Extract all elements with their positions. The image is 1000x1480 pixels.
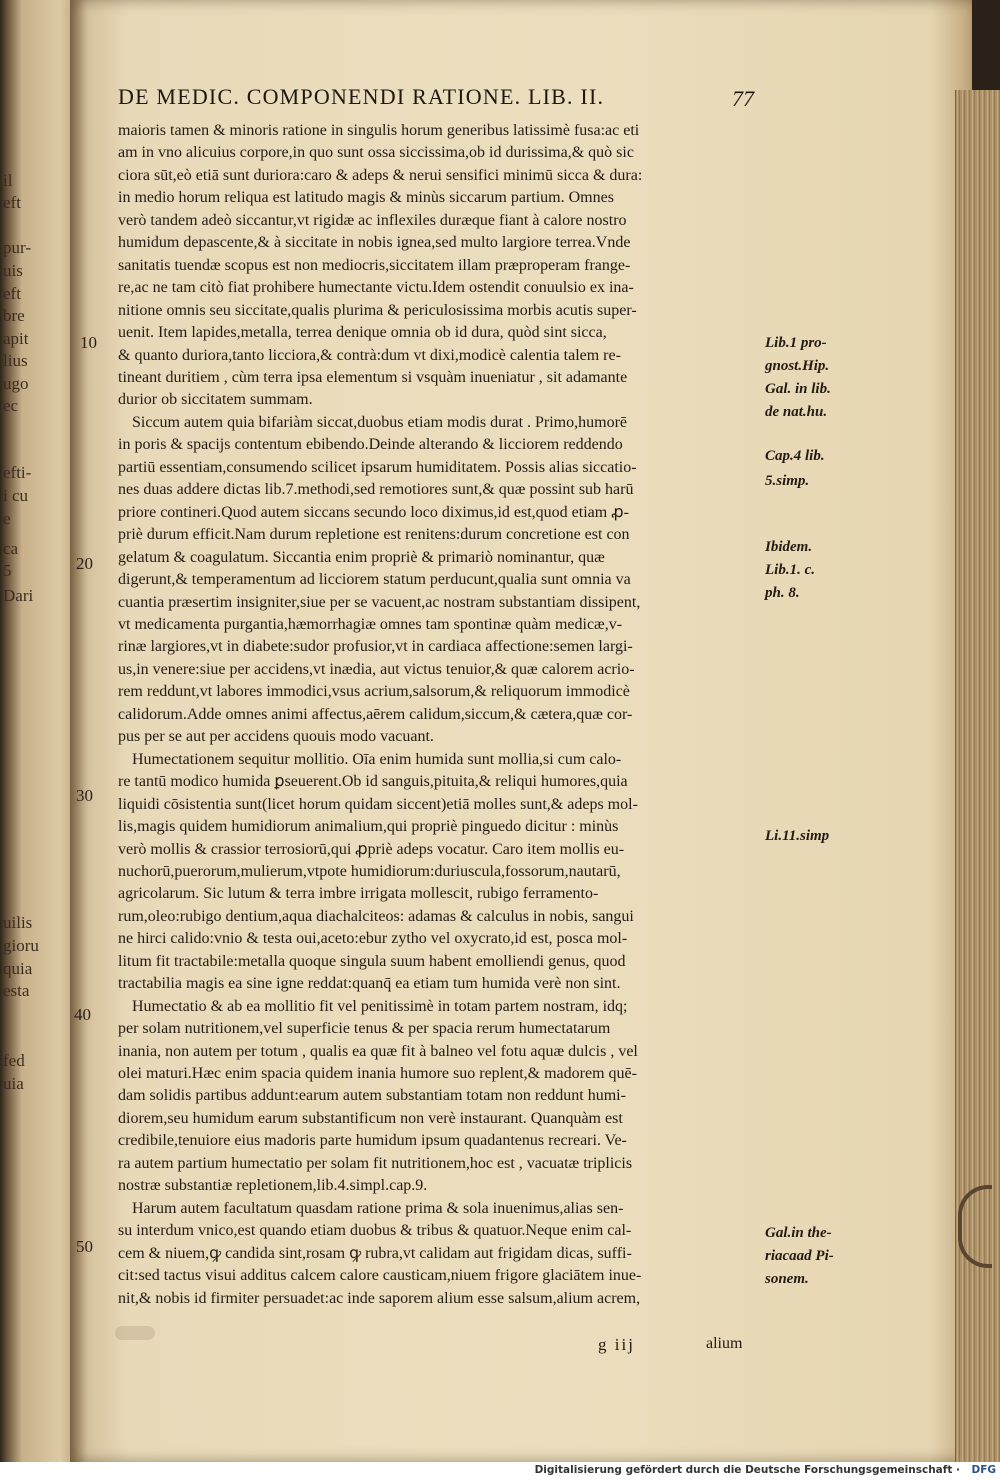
facing-page-fragment: apit <box>3 329 29 348</box>
text-line: maioris tamen & minoris ratione in singulis horum generibus latissimè fusa:ac eti <box>118 122 640 139</box>
text-line: digerunt,& temperamentum ad licciorem statum perducunt,qualia sunt omnia va <box>118 571 631 589</box>
margin-note: de nat.hu. <box>765 404 828 420</box>
facing-page-fragment: i cu <box>3 486 29 505</box>
facing-page-fragment: pur- <box>3 238 31 257</box>
text-line: olei maturi.Hæc enim spacia quidem inania humore suo replent,& madorem quē- <box>118 1065 637 1083</box>
facing-page-fragment: lius <box>3 351 28 370</box>
text-line: re,ac ne tam citò fiat prohibere humectante victu.Idem ostendit conuulsio ex ina- <box>118 279 634 297</box>
margin-note: Li.11.simp <box>765 828 830 844</box>
text-line: Humectationem sequitur mollitio. Oīa enim humida sunt mollia,si cum calo- <box>132 750 622 768</box>
margin-note: Ibidem. <box>765 539 813 555</box>
margin-note: Gal.in the- <box>765 1225 832 1241</box>
text-line: Siccum autem quia bifariàm siccat,duobus etiam modis durat . Primo,humorē <box>132 413 627 431</box>
margin-note: Lib.1. c. <box>765 562 815 578</box>
text-line: durior ob siccitatem summam. <box>118 391 313 409</box>
text-line: lis,magis quidem humidiorum animalium,qui propriè pinguedo dicitur : minùs <box>118 818 619 836</box>
text-line: in medio horum reliqua est latitudo magis & minùs siccarum partium. Omnes <box>118 189 614 207</box>
text-line: nitione omnis seu siccitate,qualis plurima & periculosissima morbis acutis super- <box>118 301 637 319</box>
text-line: humidum depascente,& à siccitate in nobis ignea,sed multo largiore terrea.Vnde <box>118 234 631 252</box>
text-line: am in vno alicuius corpore,in quo sunt ossa siccissima,ob id durissima,& quò sic <box>118 144 634 162</box>
text-line: rinæ largiores,vt in diabete:sudor profusior,vt in cardiaca affectione:semen largi- <box>118 638 633 656</box>
clasp-ring <box>958 1185 992 1268</box>
text-line: dam solidis partibus addunt:earum autem substantiam totam non reddunt humi- <box>118 1087 626 1105</box>
text-line: in poris & spacijs contentum ebibendo.Deinde alterando & licciorem reddendo <box>118 436 623 454</box>
text-line: agricolarum. Sic lutum & terra imbre irrigata mollescit, rubigo ferramento- <box>118 885 599 903</box>
line-number: 20 <box>76 554 93 573</box>
margin-note: riacaad Pi- <box>765 1248 834 1264</box>
text-line: Humectatio & ab ea mollitio fit vel penitissimè in totam partem nostram, idq; <box>132 997 628 1015</box>
text-line: ciora sūt,eò etiā sunt duriora:caro & adeps & nerui sensifici minimū sicca & dura: <box>118 166 643 184</box>
text-line: ne hirci calido:vnio & testa oui,aceto:ebur zytho vel oxycrato,id est, posca mol- <box>118 930 628 948</box>
text-line: tineant duritiem , cùm terra ipsa elementum si vsquàm inueniatur , sit adamante <box>118 368 628 386</box>
body-text <box>118 120 763 1310</box>
text-line: verò tandem adeò siccantur,vt rigidæ ac inflexiles duræque fiant à calore nostro <box>118 211 627 229</box>
text-line: nuchorū,puerorum,mulierum,vtpote humidiorum:duriuscula,fossorum,nautarū, <box>118 862 621 880</box>
text-line: diorem,seu humidum earum substantificum non verè instaurant. Quanquàm est <box>118 1109 623 1127</box>
signature-mark: g iij <box>598 1335 635 1354</box>
margin-note: gnost.Hip. <box>765 358 830 374</box>
ink-smudge <box>115 1326 155 1340</box>
line-number: 40 <box>74 1005 91 1024</box>
facing-page-fragment: quia <box>3 959 33 978</box>
line-number: 30 <box>76 786 93 805</box>
text-line: partiū essentiam,consumendo scilicet ipsarum humiditatem. Possis alias siccatio- <box>118 458 637 476</box>
text-line: liquidi cōsistentia sunt(licet horum quidam siccent)etiā molles sunt,& adeps mol- <box>118 795 638 813</box>
page-number: 77 <box>732 86 754 111</box>
text-line: pus per se aut per accidens quouis modo vacuant. <box>118 728 434 746</box>
text-line: uenit. Item lapides,metalla, terrea denique omnia ob id dura, quòd sint sicca, <box>118 324 607 342</box>
text-line: us,in venere:siue per accidens,vt inædia, aut victus tenuior,& quæ calorem acrio- <box>118 660 635 678</box>
text-line: cit:sed tactus visui additus calcem calore causticam,niuem frigore glaciātem inue- <box>118 1267 642 1285</box>
facing-page-fragment: bre <box>3 306 25 325</box>
facing-page-fragment: gioru <box>3 936 39 955</box>
text-line: re tantū modico humida ꝑseuerent.Ob id sanguis,pituita,& reliqui humores,quia <box>118 773 628 791</box>
text-line: sanitatis tuendæ scopus est non mediocris,siccitatem illam præproperam frange- <box>118 256 631 274</box>
text-line: tractabilia magis ea sine igne reddat:quanq̄ ea etiam tum humida verè non sint. <box>118 975 621 993</box>
facing-page-fragment: efti- <box>3 463 32 482</box>
margin-note: sonem. <box>765 1271 809 1287</box>
facing-page-fragment: fed <box>3 1051 25 1070</box>
text-line: nostræ substantiæ repletionem,lib.4.simpl.cap.9. <box>118 1177 428 1195</box>
text-line: per solam nutritionem,vel superficie tenus & per spacia rerum humectatarum <box>118 1020 611 1038</box>
text-line: rum,oleo:rubigo dentium,aqua diachalciteos: adamas & calculus in nobis, sangui <box>118 907 634 925</box>
text-line: nit,& nobis id firmiter persuadet:ac inde saporem alium esse salsum,alium acrem, <box>118 1289 641 1307</box>
margin-note: 5.simp. <box>765 473 810 489</box>
facing-page-fragment: il <box>3 171 13 190</box>
facing-page-fragment: uilis <box>3 913 33 932</box>
text-line: su interdum vnico,est quando etiam duobus & tribus & quatuor.Neque enim cal- <box>118 1222 632 1240</box>
text-line: calidorum.Adde omnes animi affectus,aērem calidum,siccum,& cætera,quæ cor- <box>118 705 633 723</box>
facing-page-fragment: e <box>3 509 11 528</box>
margin-note: ph. 8. <box>765 585 800 601</box>
facing-page-fragment: eft <box>3 284 21 303</box>
funding-credit: Digitalisierung gefördert durch die Deutsche Forschungsgemeinschaft · <box>534 1464 960 1476</box>
facing-page-fragment: ugo <box>3 374 29 393</box>
text-line: ra autem partium humectatio per solam fit nutritionem,hoc est , vacuatæ triplicis <box>118 1154 633 1172</box>
facing-page-fragment: uis <box>3 261 23 280</box>
line-number: 50 <box>76 1237 93 1256</box>
facing-page-fragment: 5 <box>3 561 12 580</box>
line-number: 10 <box>80 333 97 352</box>
facing-page-fragment: esta <box>3 981 30 1000</box>
text-line: litum fit tractabile:metalla quoque singula suum habent emolliendi genus, quod <box>118 952 626 970</box>
text-line: nes duas addere dictas lib.7.methodi,sed remotiores sunt,& quæ possint sub harū <box>118 481 634 499</box>
dfg-logo: DFG <box>971 1464 996 1476</box>
footer-bar <box>0 1462 1000 1480</box>
text-line: verò mollis & crassior terrosiorū,qui ꝓpriè adeps vocatur. Caro item mollis eu- <box>118 840 625 858</box>
text-line: inania, non autem per totum , qualis ea quæ fit à balneo vel fotu aquæ dulcis , vel <box>118 1042 638 1060</box>
facing-page-fragment: uia <box>3 1074 24 1093</box>
facing-page-fragment: Dari <box>3 586 34 605</box>
text-line: Harum autem facultatum quasdam ratione prima & sola inuenimus,alias sen- <box>132 1199 624 1217</box>
text-line: cuantia præsertim insigniter,siue per se vacuent,ac nostram substantiam dissipent, <box>118 593 641 611</box>
facing-page-fragment: ec <box>3 396 19 415</box>
text-line: cem & niuem,ꝙ candida sint,rosam ꝙ rubra,vt calidam aut frigidam dicas, suffi- <box>118 1244 632 1262</box>
text-line: priore contineri.Quod autem siccans secundo loco diximus,id est,quod etiam ꝓ- <box>118 503 629 521</box>
facing-page-fragment: eft <box>3 193 21 212</box>
text-line: gelatum & coagulatum. Siccantia enim propriè & primariò nominantur, quæ <box>118 548 605 566</box>
text-line: & quanto duriora,tanto licciora,& contrà:dum vt dixi,modicè calentia talem re- <box>118 346 621 364</box>
catchword: alium <box>706 1335 743 1352</box>
text-line: priè durum efficit.Nam durum repletione est renitens:durum concretione est con <box>118 526 630 544</box>
text-line: rem reddunt,vt labores immodici,vsus acrium,salsorum,& reliquorum immodicè <box>118 683 630 701</box>
margin-note: Lib.1 pro- <box>765 335 827 351</box>
facing-page-fragment: ca <box>3 539 19 558</box>
text-line: vt medicamenta purgantia,hæmorrhagiæ omnes tam spontinæ quàm medicæ,v- <box>118 615 623 633</box>
margin-note: Cap.4 lib. <box>765 448 825 464</box>
text-line: credibile,tenuiore eius madoris parte humidum ipsum quadantenus recreari. Ve- <box>118 1132 627 1150</box>
running-head: DE MEDIC. COMPONENDI RATIONE. LIB. II. <box>118 84 605 109</box>
margin-note: Gal. in lib. <box>765 381 831 397</box>
